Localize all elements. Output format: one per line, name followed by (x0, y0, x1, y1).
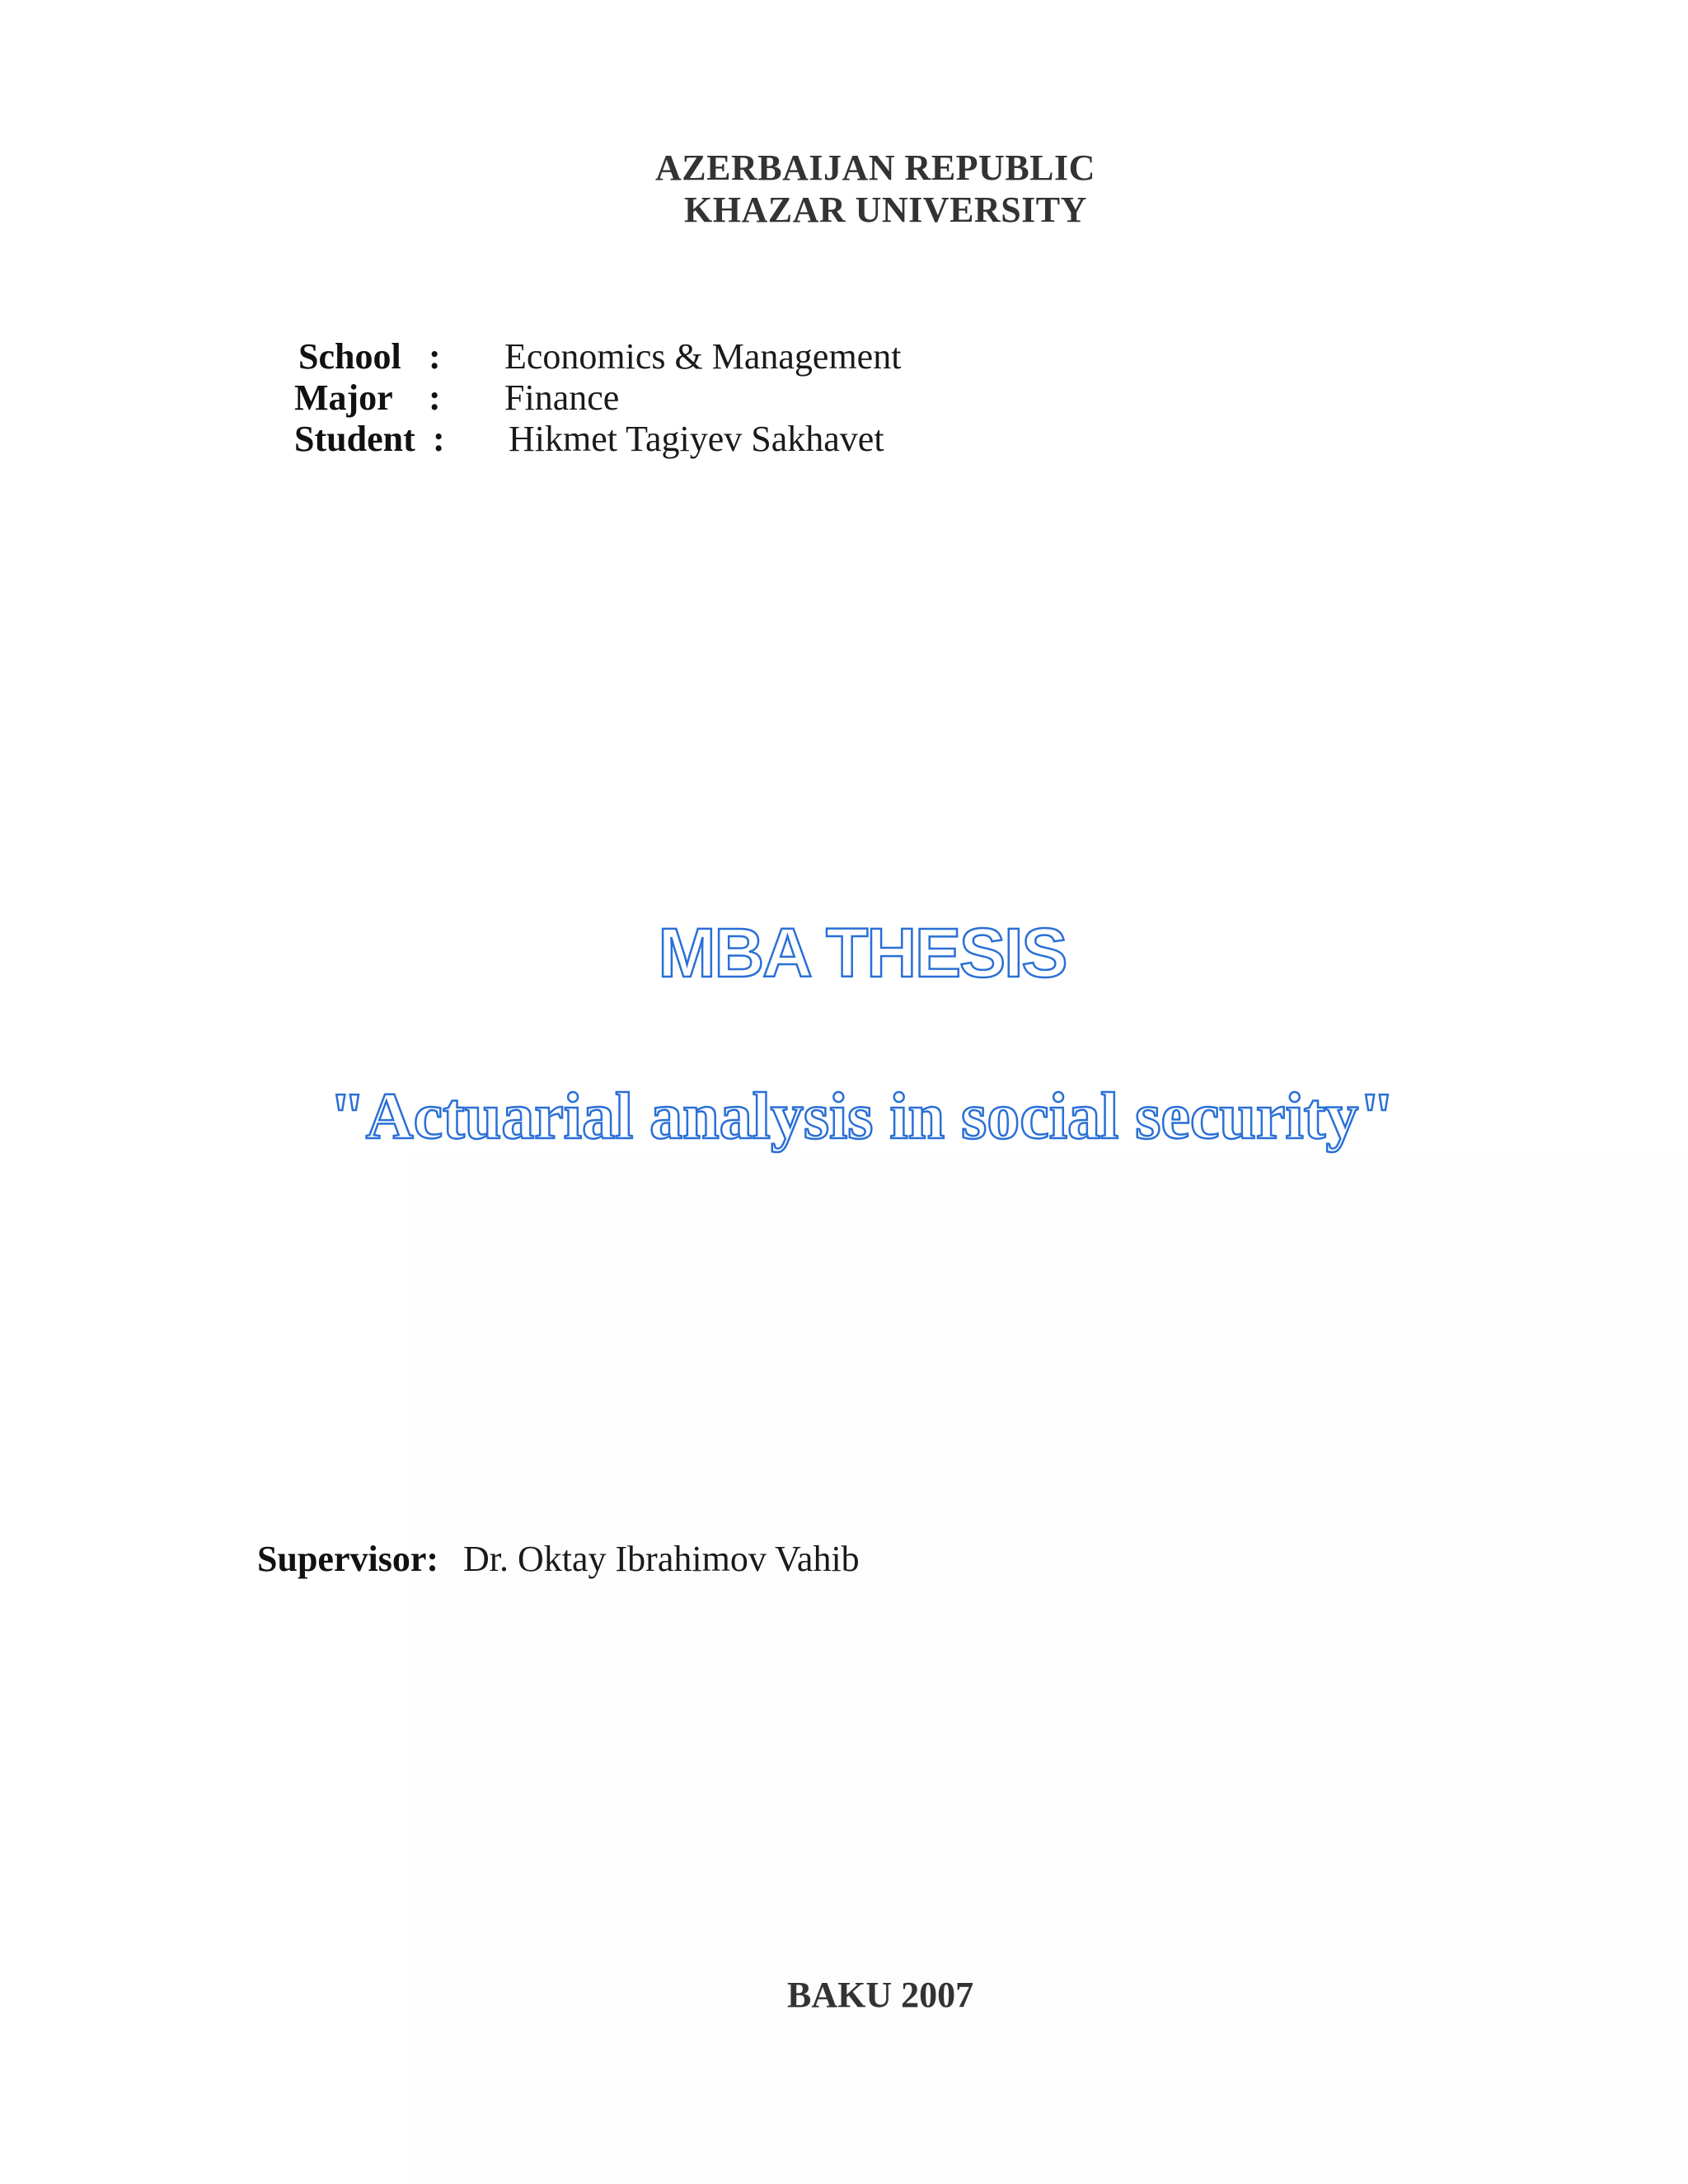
school-colon: : (429, 336, 441, 377)
major-label: Major (294, 377, 393, 418)
major-colon: : (429, 377, 441, 418)
thesis-title: "Actuarial analysis in social security" (329, 1080, 1395, 1153)
school-value: Economics & Management (504, 336, 902, 377)
university-heading: KHAZAR UNIVERSITY (684, 190, 1087, 230)
school-label: School (298, 336, 401, 377)
supervisor-label: Supervisor: (257, 1539, 438, 1579)
major-value: Finance (504, 377, 620, 418)
student-value: Hikmet Tagiyev Sakhavet (509, 419, 884, 459)
country-heading: AZERBAIJAN REPUBLIC (655, 148, 1095, 188)
place-year-footer: BAKU 2007 (787, 1975, 974, 2015)
background-panel (408, 1154, 1688, 2184)
supervisor-row (257, 1538, 860, 1580)
degree-title: MBA THESIS (658, 914, 1067, 991)
student-colon: : (433, 419, 445, 459)
supervisor-value: Dr. Oktay Ibrahimov Vahib (463, 1539, 860, 1579)
student-label: Student (294, 419, 415, 459)
